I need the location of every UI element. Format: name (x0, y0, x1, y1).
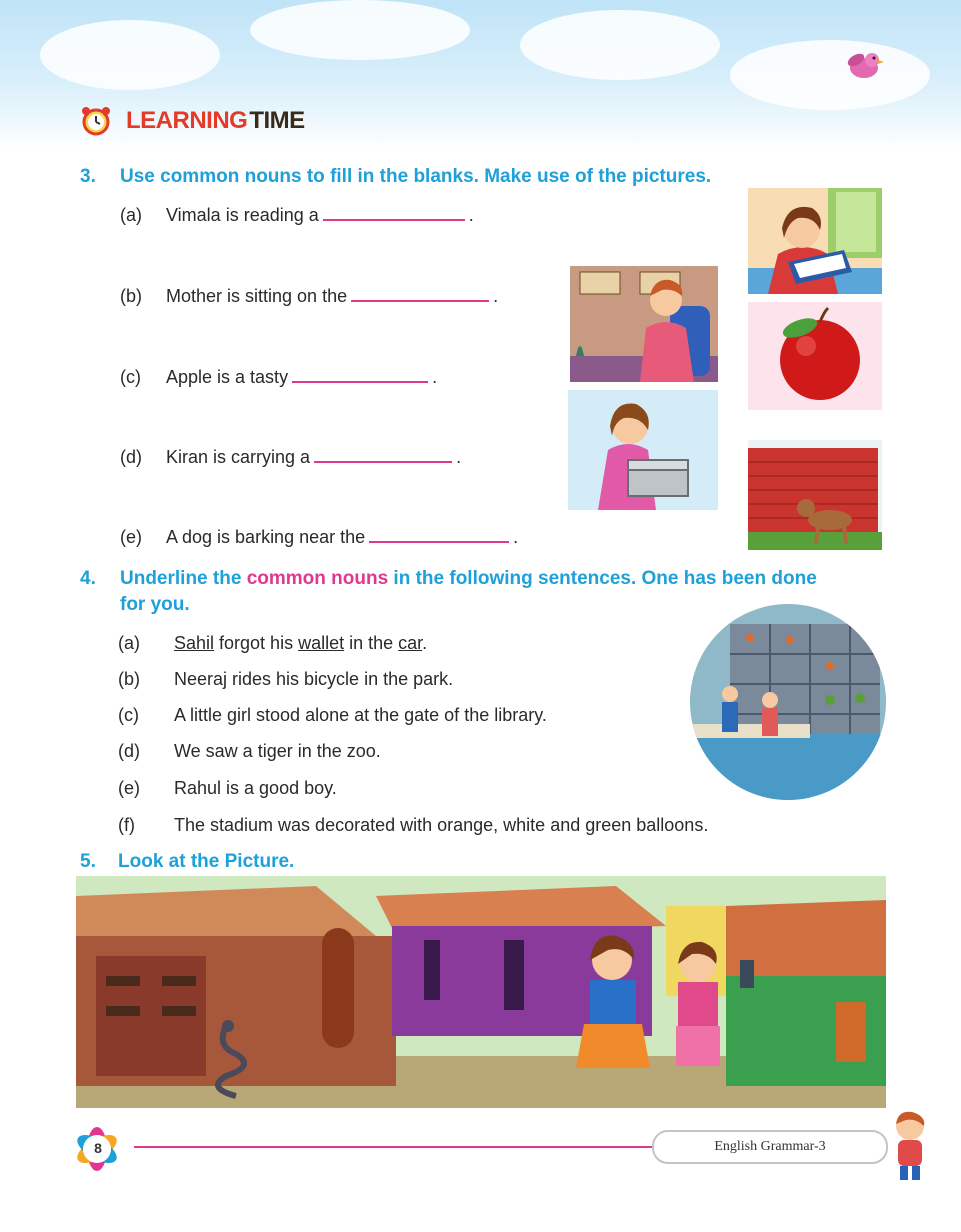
item-text: Apple is a tasty (166, 367, 289, 387)
item-text[interactable]: We saw a tiger in the zoo. (174, 741, 381, 761)
item-text[interactable]: Rahul is a good boy. (174, 778, 337, 798)
mother-sitting-picture (570, 266, 718, 382)
underlined-noun: wallet (298, 633, 345, 653)
q4-instruction (120, 568, 817, 590)
cloud (730, 40, 930, 110)
item-label: (b) (120, 286, 142, 306)
q5-instruction: Look at the Picture. (118, 851, 295, 872)
alarm-clock-icon (80, 105, 112, 137)
item-text[interactable]: A little girl stood alone at the gate of the library. (174, 705, 547, 725)
item-label: (f) (118, 815, 135, 835)
q3-instruction: Use common nouns to fill in the blanks. Make use of the pictures. (120, 166, 712, 187)
q4-instruction-pre: Underline the (120, 568, 247, 589)
item-end: . (513, 527, 519, 547)
underlined-noun: car (398, 633, 423, 653)
q3-item-d (120, 447, 461, 468)
item-text: . (422, 633, 428, 653)
item-label: (c) (120, 367, 141, 387)
item-text: A dog is barking near the (166, 527, 366, 547)
answer-blank[interactable] (369, 527, 509, 543)
time-word: TIME (249, 107, 305, 134)
apple-picture (748, 302, 882, 410)
item-end: . (456, 447, 462, 467)
underlined-noun: Sahil (174, 633, 215, 653)
item-label: (c) (118, 705, 139, 725)
q4-example-a (118, 633, 427, 654)
q4-item-c[interactable] (118, 705, 547, 726)
q3-item-b (120, 286, 498, 307)
item-label: (d) (118, 741, 140, 761)
q4-instruction-highlight: common nouns (246, 568, 389, 589)
q4-instruction-line2: for you. (120, 594, 190, 615)
child-mascot-icon (888, 1108, 932, 1184)
item-label: (e) (120, 527, 142, 547)
learning-word: LEARNING (126, 107, 248, 134)
answer-blank[interactable] (314, 447, 452, 463)
item-label: (e) (118, 778, 140, 798)
item-end: . (468, 205, 474, 225)
item-text[interactable]: The stadium was decorated with orange, white and green balloons. (174, 815, 709, 835)
item-text: Kiran is carrying a (166, 447, 311, 467)
q3-item-a (120, 205, 474, 226)
item-label: (a) (120, 205, 142, 225)
item-end: . (432, 367, 438, 387)
dog-near-wall-picture (748, 440, 882, 550)
item-text[interactable]: Neeraj rides his bicycle in the park. (174, 669, 454, 689)
q4-instruction-post: in the following sentences. One has been done (388, 568, 817, 589)
item-text: forgot his (214, 633, 299, 653)
item-label: (d) (120, 447, 142, 467)
item-text: Mother is sitting on the (166, 286, 348, 306)
book-title: English Grammar-3 (714, 1139, 826, 1154)
girl-carrying-box-picture (568, 390, 718, 510)
cloud (250, 0, 470, 60)
cloud (40, 20, 220, 90)
q4-number: 4. (80, 568, 96, 589)
q4-item-e[interactable] (118, 778, 337, 799)
village-picture (76, 876, 886, 1108)
girl-reading-picture (748, 188, 882, 294)
zoo-picture (690, 604, 886, 800)
answer-blank[interactable] (323, 205, 465, 221)
cloud (520, 10, 720, 80)
answer-blank[interactable] (292, 367, 428, 383)
item-label: (a) (118, 633, 140, 653)
q3-item-c (120, 367, 437, 388)
item-text: in the (344, 633, 399, 653)
book-title-badge (652, 1130, 888, 1164)
q5-number: 5. (80, 851, 96, 872)
item-end: . (493, 286, 499, 306)
bird-icon (842, 46, 884, 82)
q4-item-d[interactable] (118, 741, 381, 762)
learning-time-header (80, 104, 305, 138)
footer-divider (134, 1146, 664, 1148)
q4-item-b[interactable] (118, 669, 453, 690)
item-label: (b) (118, 669, 140, 689)
answer-blank[interactable] (351, 286, 489, 302)
q4-item-f[interactable] (118, 815, 708, 836)
page-number: 8 (94, 1140, 102, 1156)
q3-number: 3. (80, 166, 96, 187)
item-text: Vimala is reading a (166, 205, 319, 225)
q3-item-e (120, 527, 518, 548)
